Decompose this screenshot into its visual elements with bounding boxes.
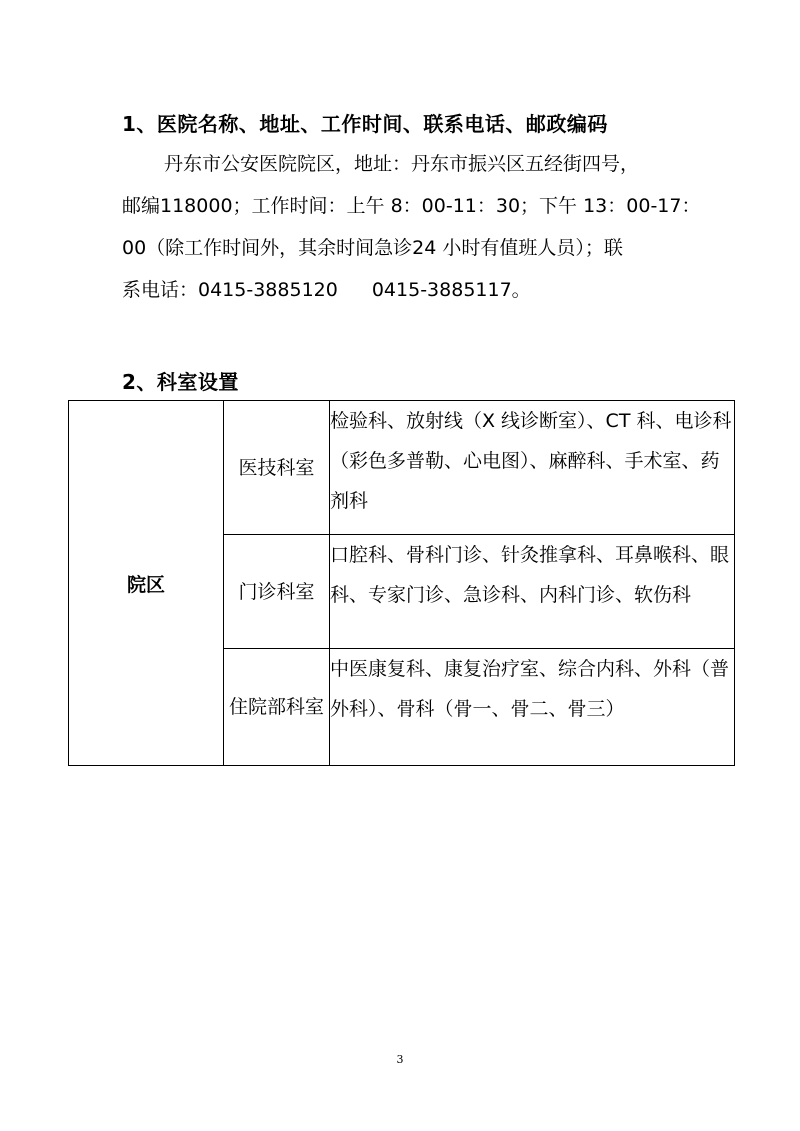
phone-number-2: 0415-3885117。 xyxy=(371,279,531,301)
section-1-heading: 1、医院名称、地址、工作时间、联系电话、邮政编码 xyxy=(122,112,608,136)
dept-name-cell: 门诊科室 xyxy=(224,535,330,649)
dept-items-cell: 中医康复科、康复治疗室、综合内科、外科（普外科）、骨科（骨一、骨二、骨三） xyxy=(330,649,735,766)
table-row xyxy=(69,401,735,535)
dept-items-cell: 口腔科、骨科门诊、针灸推拿科、耳鼻喉科、眼科、专家门诊、急诊科、内科门诊、软伤科 xyxy=(330,535,735,649)
info-line-2: 邮编118000；工作时间：上午 8：00-11：30；下午 13：00-17： xyxy=(122,195,701,217)
dept-name-cell: 医技科室 xyxy=(224,401,330,535)
dept-name-cell: 住院部科室 xyxy=(224,649,330,766)
info-line-1: 丹东市公安医院院区，地址：丹东市振兴区五经街四号， xyxy=(164,153,640,175)
department-table xyxy=(68,400,735,766)
page-number: 3 xyxy=(396,1053,404,1066)
area-cell: 院区 xyxy=(69,401,224,766)
dept-items-cell: 检验科、放射线（X 线诊断室）、CT 科、电诊科（彩色多普勒、心电图）、麻醉科、手术室、药剂科 xyxy=(330,401,735,535)
info-line-4 xyxy=(122,269,702,311)
section-2-heading: 2、科室设置 xyxy=(122,370,239,394)
phone-number-1: 系电话：0415-3885120 xyxy=(122,279,338,301)
hospital-info-paragraph xyxy=(122,143,702,311)
info-line-3: 00（除工作时间外，其余时间急诊24 小时有值班人员）；联 xyxy=(122,237,623,259)
